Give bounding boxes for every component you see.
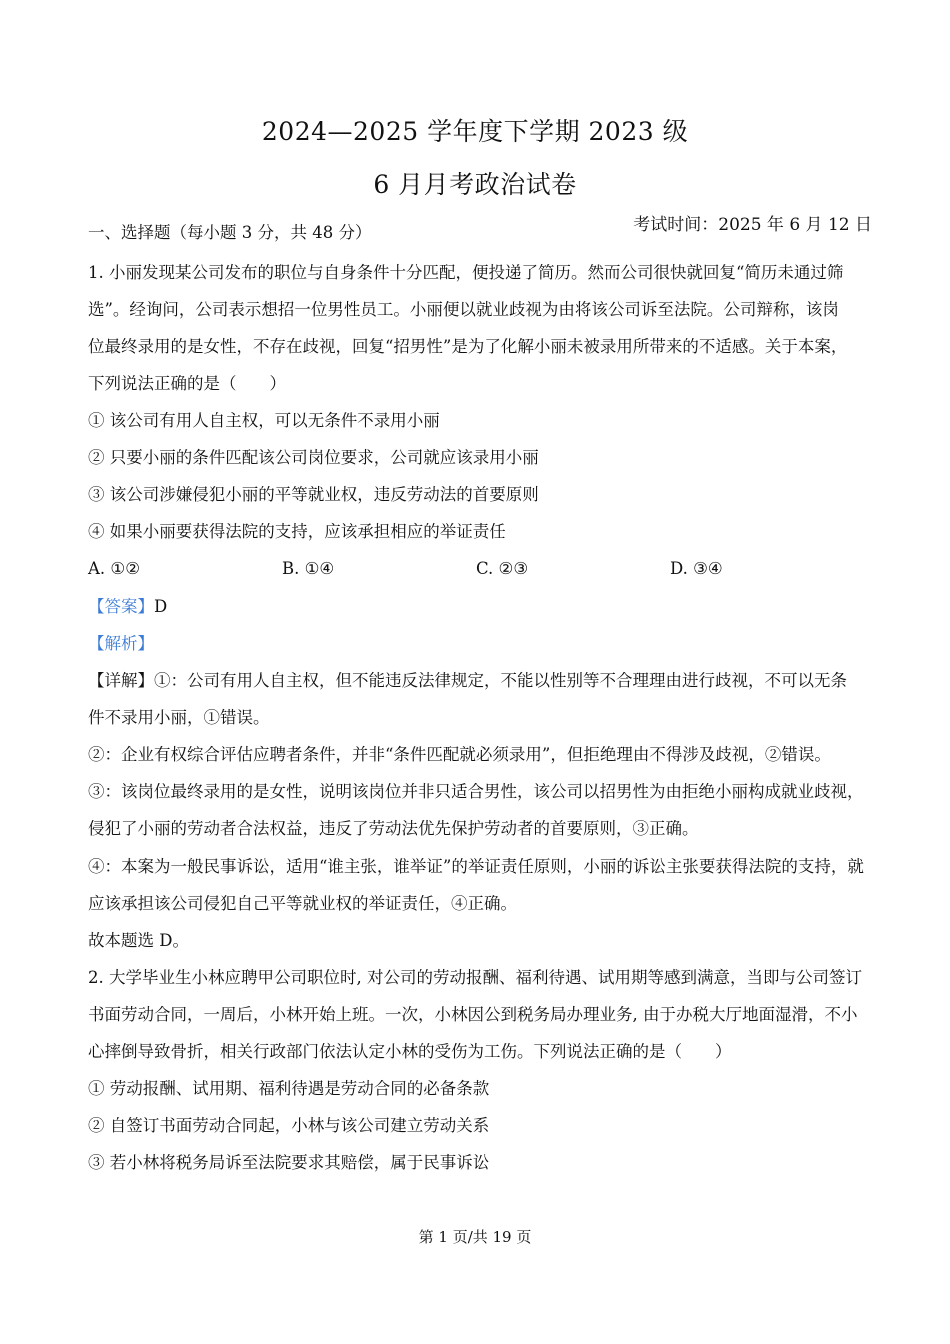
q1-analysis <box>88 633 888 655</box>
q1-option-a: A. ①② <box>88 559 140 578</box>
q1-detail-line <box>88 670 888 692</box>
q2-statement: ① 劳动报酬、试用期、福利待遇是劳动合同的必备条款 <box>88 1079 490 1098</box>
page-footer: 第 1 页/共 19 页 <box>418 1228 532 1246</box>
detail-text: ①：公司有用人自主权，但不能违反法律规定，不能以性别等不合理理由进行歧视，不可以无条 <box>154 671 847 690</box>
q1-statement: ③ 该公司涉嫌侵犯小丽的平等就业权，违反劳动法的首要原则 <box>88 485 539 504</box>
q1-answer <box>88 596 888 618</box>
section-heading: 一、选择题（每小题 3 分，共 48 分） <box>88 223 372 242</box>
q1-detail-line: 件不录用小丽，①错误。 <box>88 708 270 727</box>
q2-statement: ③ 若小林将税务局诉至法院要求其赔偿，属于民事诉讼 <box>88 1153 490 1172</box>
q1-detail-line: 故本题选 D。 <box>88 931 189 950</box>
q1-detail-line: ②：企业有权综合评估应聘者条件，并非“条件匹配就必须录用”，但拒绝理由不得涉及歧视，②错误。 <box>88 745 831 764</box>
q2-stem-line: 心摔倒导致骨折，相关行政部门依法认定小林的受伤为工伤。下列说法正确的是（ ） <box>88 1042 732 1061</box>
q1-stem-line: 下列说法正确的是（ ） <box>88 374 286 393</box>
answer-tag: 【答案】 <box>88 597 154 616</box>
q1-detail-line: 应该承担该公司侵犯自己平等就业权的举证责任，④正确。 <box>88 894 517 913</box>
analysis-tag: 【解析】 <box>88 634 154 653</box>
detail-tag: 【详解】 <box>88 671 154 690</box>
q1-detail-line: ④：本案为一般民事诉讼，适用“谁主张，谁举证”的举证责任原则，小丽的诉讼主张要获得法院的支持，就 <box>88 857 864 876</box>
q2-stem-line: 书面劳动合同，一周后，小林开始上班。一次，小林因公到税务局办理业务, 由于办税大厅地面湿滑，不小 <box>88 1005 858 1024</box>
exam-title-line1: 2024—2025 学年度下学期 2023 级 <box>261 117 689 146</box>
exam-title-line2: 6 月月考政治试卷 <box>373 170 577 199</box>
q1-stem-line: 1. 小丽发现某公司发布的职位与自身条件十分匹配，便投递了简历。然而公司很快就回复“简历未通过筛 <box>88 263 844 282</box>
q1-stem-line: 选”。经询问，公司表示想招一位男性员工。小丽便以就业歧视为由将该公司诉至法院。公司辩称，该岗 <box>88 300 839 319</box>
exam-time: 考试时间：2025 年 6 月 12 日 <box>633 215 872 235</box>
q1-statement: ② 只要小丽的条件匹配该公司岗位要求，公司就应该录用小丽 <box>88 448 539 467</box>
q1-statement: ① 该公司有用人自主权，可以无条件不录用小丽 <box>88 411 440 430</box>
q1-detail-line: 侵犯了小丽的劳动者合法权益，违反了劳动法优先保护劳动者的首要原则，③正确。 <box>88 819 699 838</box>
q1-detail-line: ③：该岗位最终录用的是女性，说明该岗位并非只适合男性，该公司以招男性为由拒绝小丽构成就业歧视， <box>88 782 864 801</box>
q1-options <box>88 558 888 580</box>
q1-option-d: D. ③④ <box>670 559 723 578</box>
q1-statement: ④ 如果小丽要获得法院的支持，应该承担相应的举证责任 <box>88 522 506 541</box>
q2-statement: ② 自签订书面劳动合同起，小林与该公司建立劳动关系 <box>88 1116 490 1135</box>
answer-value: D <box>154 597 168 616</box>
q2-stem-line: 2. 大学毕业生小林应聘甲公司职位时, 对公司的劳动报酬、福利待遇、试用期等感到满意，当即与公司签订 <box>88 968 862 987</box>
q1-option-b: B. ①④ <box>282 559 335 578</box>
q1-option-c: C. ②③ <box>476 559 529 578</box>
q1-stem-line: 位最终录用的是女性，不存在歧视，回复“招男性”是为了化解小丽未被录用所带来的不适感。关于本案， <box>88 337 848 356</box>
